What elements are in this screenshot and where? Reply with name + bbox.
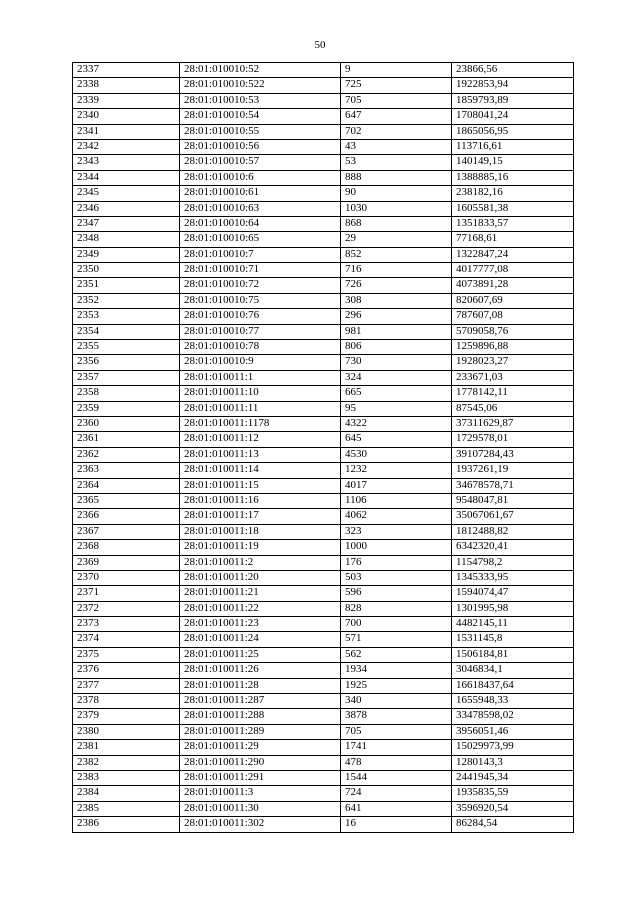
cadastral-number-cell: 28:01:010011:287 (180, 694, 341, 709)
table-row (73, 401, 574, 416)
cadastral-number-cell: 28:01:010010:55 (180, 124, 341, 139)
area-cell: 726 (341, 278, 452, 293)
value-cell: 1928023,27 (452, 355, 574, 370)
table-row (73, 601, 574, 616)
value-cell: 4482145,11 (452, 617, 574, 632)
row-number-cell: 2364 (73, 478, 180, 493)
row-number-cell: 2347 (73, 216, 180, 231)
row-number-cell: 2372 (73, 601, 180, 616)
area-cell: 665 (341, 386, 452, 401)
table-row (73, 263, 574, 278)
cadastral-number-cell: 28:01:010010:78 (180, 340, 341, 355)
area-cell: 1741 (341, 740, 452, 755)
cadastral-number-cell: 28:01:010011:28 (180, 678, 341, 693)
table-row (73, 247, 574, 262)
area-cell: 4062 (341, 509, 452, 524)
value-cell: 4017777,08 (452, 263, 574, 278)
area-cell: 1000 (341, 540, 452, 555)
table-row (73, 709, 574, 724)
value-cell: 1778142,11 (452, 386, 574, 401)
value-cell: 1865056,95 (452, 124, 574, 139)
row-number-cell: 2360 (73, 416, 180, 431)
row-number-cell: 2371 (73, 586, 180, 601)
row-number-cell: 2344 (73, 170, 180, 185)
row-number-cell: 2342 (73, 139, 180, 154)
value-cell: 3046834,1 (452, 663, 574, 678)
table-row (73, 478, 574, 493)
cadastral-number-cell: 28:01:010010:72 (180, 278, 341, 293)
area-cell: 3878 (341, 709, 452, 724)
table-row (73, 678, 574, 693)
table-row (73, 801, 574, 816)
cadastral-number-cell: 28:01:010011:291 (180, 770, 341, 785)
cadastral-number-cell: 28:01:010010:7 (180, 247, 341, 262)
area-cell: 1106 (341, 493, 452, 508)
row-number-cell: 2384 (73, 786, 180, 801)
row-number-cell: 2376 (73, 663, 180, 678)
table-row (73, 170, 574, 185)
area-cell: 981 (341, 324, 452, 339)
value-cell: 233671,03 (452, 370, 574, 385)
table-row (73, 724, 574, 739)
area-cell: 724 (341, 786, 452, 801)
value-cell: 33478598,02 (452, 709, 574, 724)
cadastral-number-cell: 28:01:010010:76 (180, 309, 341, 324)
value-cell: 2441945,34 (452, 770, 574, 785)
cadastral-number-cell: 28:01:010010:522 (180, 78, 341, 93)
table-row (73, 632, 574, 647)
row-number-cell: 2369 (73, 555, 180, 570)
value-cell: 787607,08 (452, 309, 574, 324)
value-cell: 140149,15 (452, 155, 574, 170)
value-cell: 1922853,94 (452, 78, 574, 93)
area-cell: 716 (341, 263, 452, 278)
table-row (73, 755, 574, 770)
area-cell: 1030 (341, 201, 452, 216)
area-cell: 852 (341, 247, 452, 262)
value-cell: 9548047,81 (452, 493, 574, 508)
cadastral-number-cell: 28:01:010010:71 (180, 263, 341, 278)
cadastral-number-cell: 28:01:010011:289 (180, 724, 341, 739)
value-cell: 16618437,64 (452, 678, 574, 693)
area-cell: 730 (341, 355, 452, 370)
value-cell: 87545,06 (452, 401, 574, 416)
value-cell: 5709058,76 (452, 324, 574, 339)
cadastral-number-cell: 28:01:010011:24 (180, 632, 341, 647)
value-cell: 1812488,82 (452, 524, 574, 539)
row-number-cell: 2373 (73, 617, 180, 632)
cadastral-number-cell: 28:01:010011:22 (180, 601, 341, 616)
cadastral-number-cell: 28:01:010011:20 (180, 570, 341, 585)
row-number-cell: 2378 (73, 694, 180, 709)
table-row (73, 617, 574, 632)
cadastral-number-cell: 28:01:010011:30 (180, 801, 341, 816)
table-row (73, 355, 574, 370)
value-cell: 15029973,99 (452, 740, 574, 755)
row-number-cell: 2341 (73, 124, 180, 139)
row-number-cell: 2340 (73, 109, 180, 124)
row-number-cell: 2355 (73, 340, 180, 355)
table-row (73, 509, 574, 524)
cadastral-table (72, 62, 574, 833)
area-cell: 828 (341, 601, 452, 616)
area-cell: 340 (341, 694, 452, 709)
row-number-cell: 2343 (73, 155, 180, 170)
cadastral-number-cell: 28:01:010011:12 (180, 432, 341, 447)
row-number-cell: 2353 (73, 309, 180, 324)
area-cell: 1925 (341, 678, 452, 693)
row-number-cell: 2383 (73, 770, 180, 785)
table-row (73, 386, 574, 401)
cadastral-number-cell: 28:01:010011:16 (180, 493, 341, 508)
area-cell: 176 (341, 555, 452, 570)
table-row (73, 93, 574, 108)
cadastral-number-cell: 28:01:010011:2 (180, 555, 341, 570)
row-number-cell: 2338 (73, 78, 180, 93)
area-cell: 647 (341, 109, 452, 124)
table-row (73, 340, 574, 355)
row-number-cell: 2363 (73, 463, 180, 478)
row-number-cell: 2339 (73, 93, 180, 108)
cadastral-number-cell: 28:01:010011:25 (180, 647, 341, 662)
row-number-cell: 2352 (73, 293, 180, 308)
value-cell: 1351833,57 (452, 216, 574, 231)
area-cell: 700 (341, 617, 452, 632)
table-row (73, 139, 574, 154)
area-cell: 1544 (341, 770, 452, 785)
table-row (73, 817, 574, 832)
table-row (73, 524, 574, 539)
table-row (73, 109, 574, 124)
cadastral-number-cell: 28:01:010010:64 (180, 216, 341, 231)
cadastral-number-cell: 28:01:010010:63 (180, 201, 341, 216)
value-cell: 1301995,98 (452, 601, 574, 616)
cadastral-number-cell: 28:01:010011:1178 (180, 416, 341, 431)
cadastral-number-cell: 28:01:010010:65 (180, 232, 341, 247)
value-cell: 1388885,16 (452, 170, 574, 185)
table-row (73, 447, 574, 462)
cadastral-number-cell: 28:01:010010:53 (180, 93, 341, 108)
value-cell: 1729578,01 (452, 432, 574, 447)
area-cell: 562 (341, 647, 452, 662)
value-cell: 1259896,88 (452, 340, 574, 355)
value-cell: 1506184,81 (452, 647, 574, 662)
row-number-cell: 2357 (73, 370, 180, 385)
area-cell: 95 (341, 401, 452, 416)
row-number-cell: 2350 (73, 263, 180, 278)
table-row (73, 63, 574, 78)
table-row (73, 309, 574, 324)
area-cell: 596 (341, 586, 452, 601)
value-cell: 34678578,71 (452, 478, 574, 493)
area-cell: 725 (341, 78, 452, 93)
table-row (73, 770, 574, 785)
value-cell: 1322847,24 (452, 247, 574, 262)
area-cell: 4017 (341, 478, 452, 493)
cadastral-number-cell: 28:01:010011:18 (180, 524, 341, 539)
table-row (73, 570, 574, 585)
row-number-cell: 2366 (73, 509, 180, 524)
value-cell: 86284,54 (452, 817, 574, 832)
value-cell: 238182,16 (452, 186, 574, 201)
row-number-cell: 2358 (73, 386, 180, 401)
cadastral-number-cell: 28:01:010011:288 (180, 709, 341, 724)
row-number-cell: 2356 (73, 355, 180, 370)
area-cell: 9 (341, 63, 452, 78)
value-cell: 1345333,95 (452, 570, 574, 585)
area-cell: 16 (341, 817, 452, 832)
table-row (73, 232, 574, 247)
table-row (73, 740, 574, 755)
row-number-cell: 2346 (73, 201, 180, 216)
value-cell: 4073891,28 (452, 278, 574, 293)
value-cell: 1594074,47 (452, 586, 574, 601)
cadastral-number-cell: 28:01:010011:19 (180, 540, 341, 555)
table-row (73, 586, 574, 601)
table-row (73, 493, 574, 508)
value-cell: 39107284,43 (452, 447, 574, 462)
cadastral-number-cell: 28:01:010011:10 (180, 386, 341, 401)
row-number-cell: 2362 (73, 447, 180, 462)
value-cell: 37311629,87 (452, 416, 574, 431)
table-row (73, 463, 574, 478)
value-cell: 3956051,46 (452, 724, 574, 739)
row-number-cell: 2380 (73, 724, 180, 739)
area-cell: 806 (341, 340, 452, 355)
area-cell: 43 (341, 139, 452, 154)
cadastral-number-cell: 28:01:010011:14 (180, 463, 341, 478)
cadastral-number-cell: 28:01:010011:23 (180, 617, 341, 632)
value-cell: 1655948,33 (452, 694, 574, 709)
area-cell: 645 (341, 432, 452, 447)
table-row (73, 186, 574, 201)
cadastral-number-cell: 28:01:010010:56 (180, 139, 341, 154)
row-number-cell: 2368 (73, 540, 180, 555)
table-row (73, 155, 574, 170)
page-number: 50 (314, 39, 326, 51)
row-number-cell: 2377 (73, 678, 180, 693)
value-cell: 1280143,3 (452, 755, 574, 770)
table-row (73, 432, 574, 447)
row-number-cell: 2370 (73, 570, 180, 585)
cadastral-number-cell: 28:01:010010:9 (180, 355, 341, 370)
area-cell: 53 (341, 155, 452, 170)
table-row (73, 216, 574, 231)
area-cell: 888 (341, 170, 452, 185)
value-cell: 3596920,54 (452, 801, 574, 816)
value-cell: 113716,61 (452, 139, 574, 154)
row-number-cell: 2382 (73, 755, 180, 770)
row-number-cell: 2345 (73, 186, 180, 201)
row-number-cell: 2359 (73, 401, 180, 416)
table-row (73, 555, 574, 570)
table-row (73, 416, 574, 431)
value-cell: 35067061,67 (452, 509, 574, 524)
table-row (73, 786, 574, 801)
row-number-cell: 2351 (73, 278, 180, 293)
cadastral-number-cell: 28:01:010010:61 (180, 186, 341, 201)
area-cell: 868 (341, 216, 452, 231)
row-number-cell: 2361 (73, 432, 180, 447)
cadastral-number-cell: 28:01:010010:75 (180, 293, 341, 308)
value-cell: 1154798,2 (452, 555, 574, 570)
cadastral-number-cell: 28:01:010011:21 (180, 586, 341, 601)
row-number-cell: 2337 (73, 63, 180, 78)
cadastral-number-cell: 28:01:010010:52 (180, 63, 341, 78)
cadastral-number-cell: 28:01:010011:17 (180, 509, 341, 524)
table-row (73, 324, 574, 339)
table-row (73, 647, 574, 662)
value-cell: 1605581,38 (452, 201, 574, 216)
area-cell: 4530 (341, 447, 452, 462)
value-cell: 1859793,89 (452, 93, 574, 108)
row-number-cell: 2349 (73, 247, 180, 262)
cadastral-number-cell: 28:01:010011:302 (180, 817, 341, 832)
table-row (73, 370, 574, 385)
table-row (73, 124, 574, 139)
value-cell: 1935835,59 (452, 786, 574, 801)
area-cell: 308 (341, 293, 452, 308)
area-cell: 705 (341, 724, 452, 739)
value-cell: 1708041,24 (452, 109, 574, 124)
cadastral-number-cell: 28:01:010011:11 (180, 401, 341, 416)
row-number-cell: 2354 (73, 324, 180, 339)
cadastral-number-cell: 28:01:010010:54 (180, 109, 341, 124)
cadastral-number-cell: 28:01:010011:1 (180, 370, 341, 385)
row-number-cell: 2381 (73, 740, 180, 755)
area-cell: 641 (341, 801, 452, 816)
row-number-cell: 2375 (73, 647, 180, 662)
row-number-cell: 2385 (73, 801, 180, 816)
value-cell: 820607,69 (452, 293, 574, 308)
cadastral-number-cell: 28:01:010011:290 (180, 755, 341, 770)
value-cell: 6342320,41 (452, 540, 574, 555)
row-number-cell: 2365 (73, 493, 180, 508)
row-number-cell: 2367 (73, 524, 180, 539)
row-number-cell: 2374 (73, 632, 180, 647)
area-cell: 1934 (341, 663, 452, 678)
table-row (73, 663, 574, 678)
area-cell: 1232 (341, 463, 452, 478)
cadastral-number-cell: 28:01:010011:26 (180, 663, 341, 678)
value-cell: 77168,61 (452, 232, 574, 247)
table-row (73, 694, 574, 709)
cadastral-number-cell: 28:01:010011:15 (180, 478, 341, 493)
cadastral-number-cell: 28:01:010010:57 (180, 155, 341, 170)
area-cell: 4322 (341, 416, 452, 431)
table-row (73, 293, 574, 308)
cadastral-number-cell: 28:01:010011:29 (180, 740, 341, 755)
area-cell: 324 (341, 370, 452, 385)
table-row (73, 278, 574, 293)
area-cell: 296 (341, 309, 452, 324)
area-cell: 90 (341, 186, 452, 201)
table-row (73, 540, 574, 555)
area-cell: 29 (341, 232, 452, 247)
table-body (73, 63, 574, 833)
area-cell: 478 (341, 755, 452, 770)
row-number-cell: 2386 (73, 817, 180, 832)
cadastral-number-cell: 28:01:010011:3 (180, 786, 341, 801)
cadastral-number-cell: 28:01:010010:77 (180, 324, 341, 339)
value-cell: 1937261,19 (452, 463, 574, 478)
value-cell: 1531145,8 (452, 632, 574, 647)
table-row (73, 78, 574, 93)
area-cell: 702 (341, 124, 452, 139)
value-cell: 23866,56 (452, 63, 574, 78)
cadastral-number-cell: 28:01:010010:6 (180, 170, 341, 185)
table-row (73, 201, 574, 216)
area-cell: 503 (341, 570, 452, 585)
area-cell: 571 (341, 632, 452, 647)
row-number-cell: 2348 (73, 232, 180, 247)
row-number-cell: 2379 (73, 709, 180, 724)
cadastral-number-cell: 28:01:010011:13 (180, 447, 341, 462)
area-cell: 323 (341, 524, 452, 539)
area-cell: 705 (341, 93, 452, 108)
